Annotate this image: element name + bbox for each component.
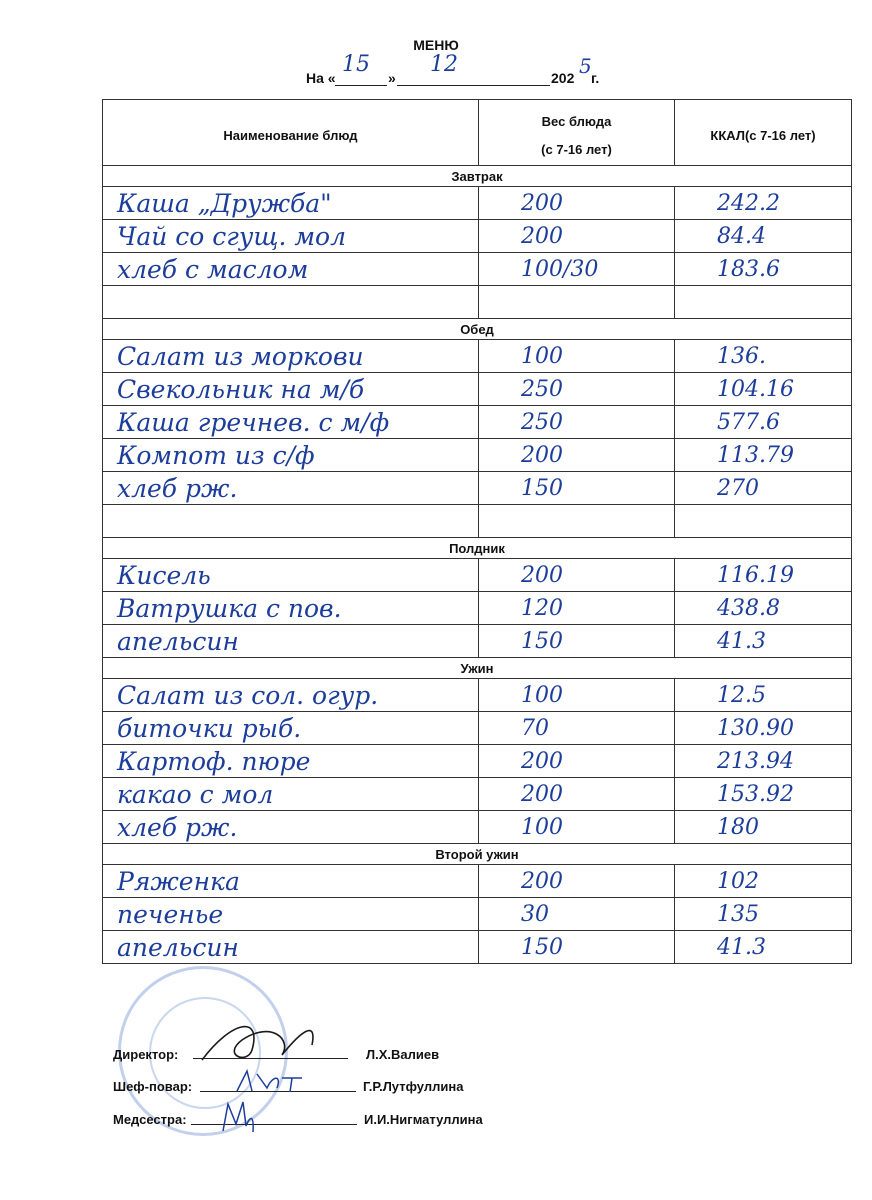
section-title: Обед [103,319,852,340]
dish-weight: 200 [479,559,675,592]
dish-weight: 200 [479,187,675,220]
date-prefix: На « [306,70,336,86]
dish-kcal: 577.6 [675,406,852,439]
section-header-row [103,319,852,340]
dish-name [103,286,479,319]
dish-kcal: 84.4 [675,220,852,253]
menu-row [103,286,852,319]
dish-name: биточки рыб. [103,712,479,745]
menu-table [102,99,852,964]
date-year-suffix: г. [591,70,600,86]
dish-name: какао с мол [103,778,479,811]
menu-row [103,220,852,253]
dish-kcal: 180 [675,811,852,844]
dish-kcal: 136. [675,340,852,373]
menu-row [103,898,852,931]
signature-role-nurse: Медсестра: [113,1112,187,1127]
nurse-name: И.И.Нигматуллина [364,1112,483,1127]
signature-role-director: Директор: [113,1047,179,1062]
date-month: 12 [430,52,458,77]
dish-weight: 150 [479,931,675,964]
dish-weight: 250 [479,373,675,406]
dish-name: Свекольник на м/б [103,373,479,406]
menu-row [103,712,852,745]
dish-weight [479,505,675,538]
dish-kcal: 153.92 [675,778,852,811]
table-header-row [103,100,852,166]
dish-name [103,505,479,538]
dish-name: Ватрушка с пов. [103,592,479,625]
dish-name: Компот из с/ф [103,439,479,472]
dish-weight: 150 [479,472,675,505]
dish-kcal: 116.19 [675,559,852,592]
dish-kcal: 213.94 [675,745,852,778]
dish-name: апельсин [103,625,479,658]
dish-name: Каша гречнев. с м/ф [103,406,479,439]
dish-kcal: 242.2 [675,187,852,220]
dish-weight: 200 [479,778,675,811]
dish-weight [479,286,675,319]
date-year-digit: 5 [579,54,592,78]
date-mid: » [388,70,396,86]
dish-weight: 100 [479,340,675,373]
director-name: Л.Х.Валиев [366,1047,440,1062]
nurse-signature [218,1096,258,1136]
day-underline [335,85,387,86]
dish-kcal: 102 [675,865,852,898]
dish-name: Картоф. пюре [103,745,479,778]
dish-weight: 200 [479,220,675,253]
dish-weight: 200 [479,745,675,778]
col-kcal-header: ККАЛ(с 7-16 лет) [675,100,852,166]
section-header-row [103,844,852,865]
dish-weight: 200 [479,439,675,472]
dish-weight: 100 [479,679,675,712]
chef-name: Г.Р.Лутфуллина [363,1079,464,1094]
dish-kcal: 113.79 [675,439,852,472]
dish-weight: 250 [479,406,675,439]
dish-name: Чай со сгущ. мол [103,220,479,253]
dish-name: Каша „Дружба" [103,187,479,220]
menu-row [103,865,852,898]
dish-kcal: 12.5 [675,679,852,712]
dish-kcal [675,505,852,538]
dish-weight: 70 [479,712,675,745]
director-signature [192,1010,342,1070]
dish-weight: 150 [479,625,675,658]
dish-kcal: 104.16 [675,373,852,406]
section-title: Полдник [103,538,852,559]
date-year-prefix: 202 [551,70,575,86]
month-underline [397,85,550,86]
dish-kcal [675,286,852,319]
dish-weight: 100 [479,811,675,844]
section-title: Завтрак [103,166,852,187]
menu-row [103,406,852,439]
menu-row [103,505,852,538]
dish-kcal: 270 [675,472,852,505]
dish-name: апельсин [103,931,479,964]
menu-title: МЕНЮ [413,37,459,53]
menu-row [103,340,852,373]
dish-weight: 30 [479,898,675,931]
nurse-signature-line [191,1124,357,1125]
dish-name: хлеб рж. [103,811,479,844]
signature-role-chef: Шеф-повар: [113,1079,193,1094]
col-name-header: Наименование блюд [103,100,479,166]
dish-weight: 200 [479,865,675,898]
dish-kcal: 135 [675,898,852,931]
menu-row [103,439,852,472]
dish-kcal: 183.6 [675,253,852,286]
dish-weight: 120 [479,592,675,625]
section-header-row [103,166,852,187]
menu-row [103,931,852,964]
menu-row [103,592,852,625]
dish-name: хлеб с маслом [103,253,479,286]
menu-row [103,745,852,778]
dish-name: Салат из моркови [103,340,479,373]
menu-row [103,625,852,658]
dish-name: печенье [103,898,479,931]
dish-name: хлеб рж. [103,472,479,505]
dish-name: Кисель [103,559,479,592]
menu-row [103,187,852,220]
menu-row [103,559,852,592]
dish-name: Ряженка [103,865,479,898]
menu-row [103,811,852,844]
dish-kcal: 41.3 [675,931,852,964]
dish-name: Салат из сол. огур. [103,679,479,712]
dish-weight: 100/30 [479,253,675,286]
dish-kcal: 130.90 [675,712,852,745]
dish-kcal: 438.8 [675,592,852,625]
menu-row [103,253,852,286]
menu-row [103,778,852,811]
menu-row [103,373,852,406]
dish-kcal: 41.3 [675,625,852,658]
section-title: Ужин [103,658,852,679]
menu-row [103,679,852,712]
section-title: Второй ужин [103,844,852,865]
chef-signature [232,1066,312,1096]
menu-row [103,472,852,505]
date-day: 15 [342,52,370,77]
section-header-row [103,538,852,559]
section-header-row [103,658,852,679]
col-weight-header: Вес блюда (с 7-16 лет) [479,100,675,166]
